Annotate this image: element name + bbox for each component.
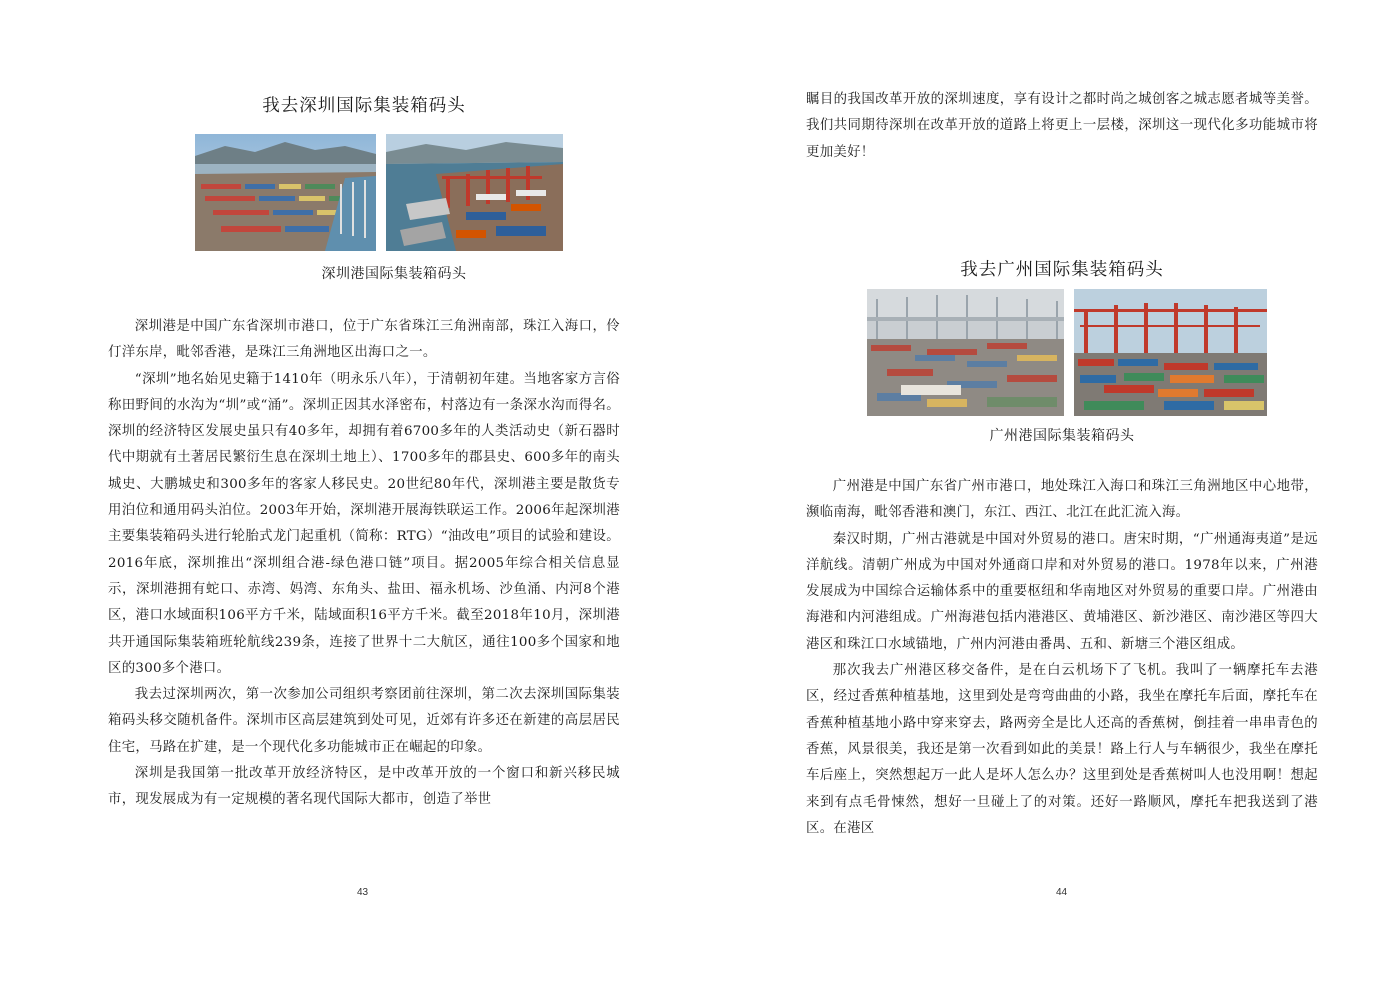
guangzhou-port-cranes-photo — [1074, 289, 1267, 416]
page-number: 43 — [357, 887, 369, 898]
body-text-guangzhou — [806, 474, 1318, 842]
photo-caption-guangzhou: 广州港国际集装箱码头 — [989, 428, 1135, 444]
paragraph: 那次我去广州港区移交备件，是在白云机场下了飞机。我叫了一辆摩托车去港区，经过香蕉种植基地，这里到处是弯弯曲曲的小路，我坐在摩托车后面，摩托车在香蕉种植基地小路中穿来穿去，路两旁全是比人还高的香蕉树，倒挂着一串串青色的香蕉，风景很美，我还是第一次看到如此的美景！路上行人与车辆很少，我坐在摩托车后座上，突然想起万一此人是坏人怎么办？这里到处是香蕉树叫人也没用啊！想起来到有点毛骨悚然，想好一旦碰上了的对策。还好一路顺风，摩托车把我送到了港区。在港区 — [806, 663, 1318, 836]
paragraph: 深圳是我国第一批改革开放经济特区，是中改革开放的一个窗口和新兴移民城市，现发展成为有一定规模的著名现代国际大都市，创造了举世 — [108, 766, 620, 808]
paragraph: “深圳”地名始见史籍于1410年（明永乐八年），于清朝初年建。当地客家方言俗称田野间的水沟为“圳”或“涌”。深圳正因其水泽密布，村落边有一条深水沟而得名。深圳的经济特区发展史虽只有40多年，却拥有着6700多年的人类活动史（新石器时代中期就有土著居民繁衍生息在深圳土地上）、1700多年的郡县史、600多年的南头城史、大鹏城史和300多年的客家人移民史。20世纪80年代，深圳港主要是散货专用泊位和通用码头泊位。2003年开始，深圳港开展海铁联运工作。2006年起深圳港主要集装箱码头进行轮胎式龙门起重机（简称：RTG）“油改电”项目的试验和建设。2016年底，深圳推出“深圳组合港-绿色港口链”项目。据2005年综合相关信息显示，深圳港拥有蛇口、赤湾、妈湾、东角头、盐田、福永机场、沙鱼涌、内河8个港区，港口水域面积106平方千米，陆域面积16平方千米。截至2018年10月，深圳港共开通国际集装箱班轮航线239条，连接了世界十二大航区，通往100多个国家和地区的300多个港口。 — [108, 371, 620, 676]
paragraph: 广州港是中国广东省广州市港口，地处珠江入海口和珠江三角洲地区中心地带，濒临南海，毗邻香港和澳门，东江、西江、北江在此汇流入海。 — [806, 479, 1318, 521]
paragraph: 深圳港是中国广东省深圳市港口，位于广东省珠江三角洲南部，珠江入海口，伶仃洋东岸，毗邻香港，是珠江三角洲地区出海口之一。 — [108, 319, 620, 361]
body-text-continued — [806, 87, 1318, 166]
paragraph-continued: 瞩目的我国改革开放的深圳速度，享有设计之都时尚之城创客之城志愿者城等美誉。我们共同期待深圳在改革开放的道路上将更上一层楼，深圳这一现代化多功能城市将更加美好！ — [806, 92, 1318, 160]
section-title-guangzhou: 我去广州国际集装箱码头 — [960, 260, 1164, 280]
guangzhou-port-yard-photo — [867, 289, 1064, 416]
page-number: 44 — [1056, 887, 1068, 898]
photo-pair-guangzhou — [867, 289, 1267, 416]
photo-caption-shenzhen: 深圳港国际集装箱码头 — [321, 266, 467, 282]
paragraph: 秦汉时期，广州古港就是中国对外贸易的港口。唐宋时期，“广州通海夷道”是远洋航线。清朝广州成为中国对外通商口岸和对外贸易的港口。1978年以来，广州港发展成为中国综合运输体系中的重要枢纽和华南地区对外贸易的重要口岸。广州港由海港和内河港组成。广州海港包括内港港区、黄埔港区、新沙港区、南沙港区等四大港区和珠江口水域锚地，广州内河港由番禺、五和、新塘三个港区组成。 — [806, 531, 1318, 652]
paragraph: 我去过深圳两次，第一次参加公司组织考察团前往深圳，第二次去深圳国际集装箱码头移交随机备件。深圳市区高层建筑到处可见，近郊有许多还在新建的高层居民住宅，马路在扩建，是一个现代化多功能城市正在崛起的印象。 — [108, 687, 620, 755]
section-title-shenzhen: 我去深圳国际集装箱码头 — [262, 96, 466, 116]
